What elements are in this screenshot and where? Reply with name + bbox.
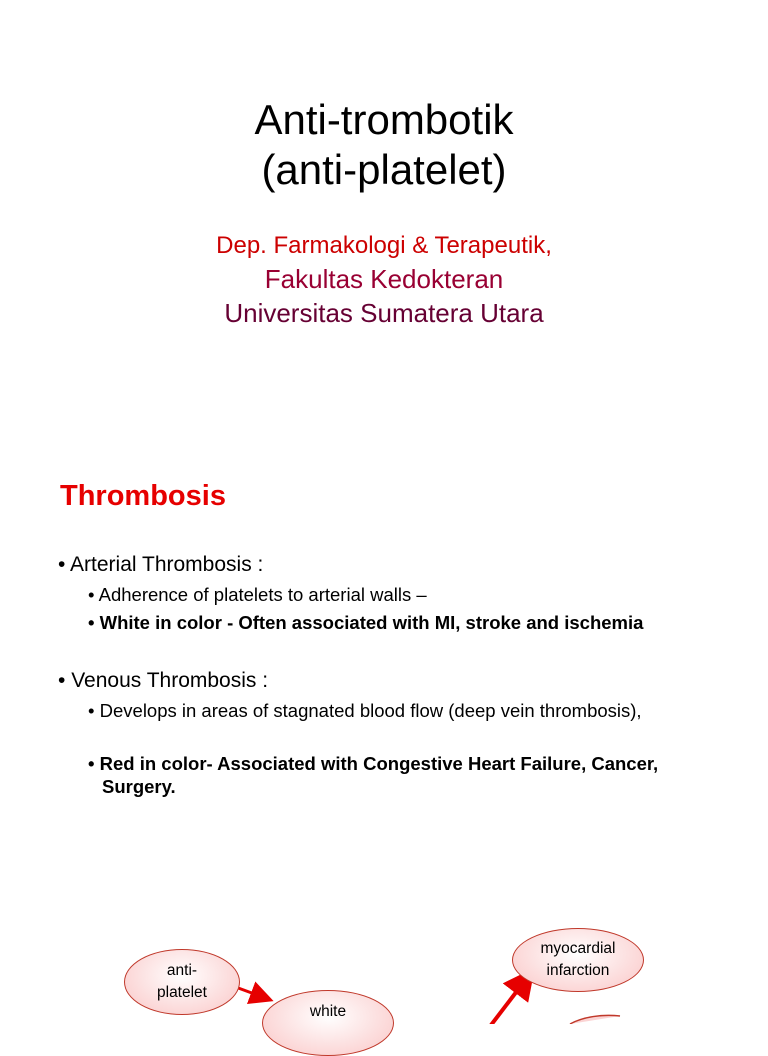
arterial-suffix: : xyxy=(251,553,264,576)
slide-title-line2: (anti-platelet) xyxy=(261,146,507,193)
sub-bullet-arterial-1: • Adherence of platelets to arterial walls – xyxy=(88,584,427,605)
node-myocardial-infarction: myocardial infarction xyxy=(512,928,644,992)
sub-bullet-venous-1: • Develops in areas of stagnated blood flow (deep vein thrombosis), xyxy=(88,700,642,721)
venous-suffix: : xyxy=(256,669,269,692)
thrombosis-slide xyxy=(0,434,768,1024)
partial-node xyxy=(570,1015,620,1024)
venous-label: Venous Thrombosis xyxy=(71,669,257,692)
slide-title-line1: Anti-trombotik xyxy=(254,96,514,143)
node-white: white xyxy=(262,990,394,1056)
venous-sub1: Develops in areas of stagnated blood flow (deep vein thrombosis), xyxy=(99,700,642,721)
section-title: Thrombosis xyxy=(60,480,226,512)
diagram-arrows xyxy=(0,434,768,1024)
bullet-dot: • xyxy=(58,553,71,576)
sub-bullet-venous-2: • Red in color- Associated with Congestive Heart Failure, Cancer, Surgery. xyxy=(88,753,659,797)
faculty-text: Fakultas Kedokteran xyxy=(264,264,504,294)
arrow-to-mi xyxy=(488,974,530,1024)
department-text: Dep. Farmakologi & Terapeutik, xyxy=(216,232,552,259)
bullet-dot: • xyxy=(58,669,72,692)
node-anti-platelet: anti- platelet xyxy=(124,949,240,1015)
arterial-label: Arterial Thrombosis xyxy=(70,553,252,576)
university-text: Universitas Sumatera Utara xyxy=(224,298,544,328)
venous-sub2: Red in color- Associated with Congestive Heart Failure, Cancer, Surgery. xyxy=(99,753,659,797)
arterial-sub2: White in color - Often associated with MI, stroke and ischemia xyxy=(99,612,644,633)
title-slide xyxy=(0,0,768,434)
sub-bullet-arterial-2: • White in color - Often associated with MI, stroke and ischemia xyxy=(88,612,644,633)
arterial-sub1: Adherence of platelets to arterial walls – xyxy=(98,584,427,605)
